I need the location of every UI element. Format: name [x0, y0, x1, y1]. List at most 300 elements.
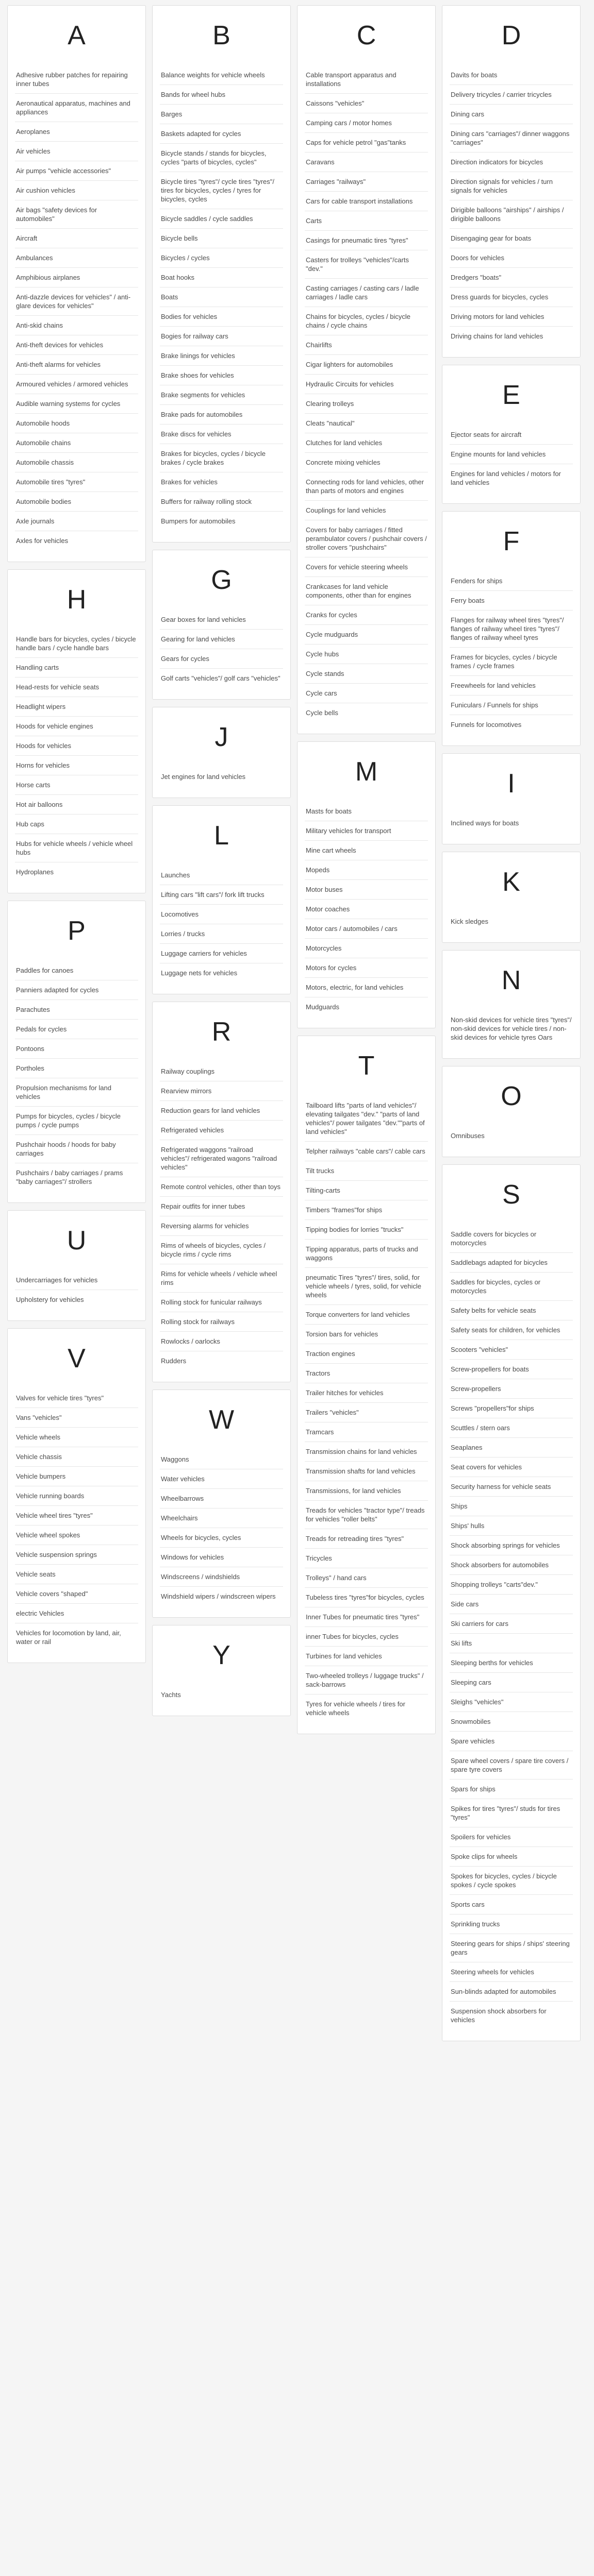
term-item: Ships	[450, 1497, 573, 1516]
term-item: Portholes	[15, 1059, 138, 1078]
column-4	[442, 5, 581, 2041]
term-item: Casters for trolleys "vehicles"/carts "dev."	[305, 250, 428, 279]
term-item: Driving motors for land vehicles	[450, 307, 573, 327]
term-item: Launches	[160, 866, 283, 885]
term-item: Locomotives	[160, 905, 283, 924]
letter-section-a	[7, 5, 146, 562]
term-item: Motorcycles	[305, 939, 428, 958]
term-item: Cycle mudguards	[305, 625, 428, 645]
term-list	[305, 1096, 428, 1722]
term-item: Steering gears for ships / ships' steering gears	[450, 1934, 573, 1962]
term-item: Side cars	[450, 1595, 573, 1614]
term-item: Inclined ways for boats	[451, 819, 519, 827]
term-item: Automobile chains	[15, 433, 138, 453]
term-item: Bumpers for automobiles	[161, 517, 236, 525]
term-item: Funiculars / Funnels for ships	[450, 696, 573, 715]
term-item: Screw-propellers	[450, 1379, 573, 1399]
term-item: Vehicle running boards	[15, 1486, 138, 1506]
term-item: Brake linings for vehicles	[160, 346, 283, 366]
term-item: Freewheels for land vehicles	[450, 676, 573, 696]
term-item: Fenders for ships	[450, 571, 573, 591]
letter-section-w	[152, 1389, 291, 1618]
term-list	[15, 961, 138, 1191]
term-item: Golf carts "vehicles"/ golf cars "vehicles"	[161, 674, 280, 682]
term-item: Bogies for railway cars	[160, 327, 283, 346]
term-item: Pushchairs / baby carriages / prams "baby carriages"/ strollers	[16, 1169, 123, 1185]
term-item: Brake discs for vehicles	[160, 425, 283, 444]
section-letter: F	[503, 527, 520, 556]
term-item: Screws "propellers"for ships	[450, 1399, 573, 1418]
term-item: Engine mounts for land vehicles	[450, 445, 573, 464]
term-item: Cars for cable transport installations	[305, 192, 428, 211]
term-item: Horse carts	[15, 775, 138, 795]
term-item: Automobile tires "tyres"	[15, 472, 138, 492]
term-item: Dredgers "boats"	[450, 268, 573, 287]
term-item: Flanges for railway wheel tires "tyres"/ flanges of railway wheel tires "tyres"/ flanges of railway wheel tyres	[450, 611, 573, 648]
term-item: Trailer hitches for vehicles	[305, 1383, 428, 1403]
term-item: Sleeping berths for vehicles	[450, 1653, 573, 1673]
section-letter: M	[355, 757, 378, 787]
term-item: Undercarriages for vehicles	[15, 1270, 138, 1290]
term-item: Rims of wheels of bicycles, cycles / bicycle rims / cycle rims	[160, 1236, 283, 1264]
term-item: Railway couplings	[160, 1062, 283, 1081]
term-list	[305, 802, 428, 1016]
letter-section-m	[297, 741, 436, 1028]
term-item: Hot air balloons	[15, 795, 138, 815]
term-item: Seat covers for vehicles	[450, 1458, 573, 1477]
term-item: Armoured vehicles / armored vehicles	[15, 375, 138, 394]
term-item: Kick sledges	[451, 918, 488, 925]
letter-section-i	[442, 753, 581, 844]
section-letter: E	[502, 380, 520, 410]
term-item: Axle journals	[15, 512, 138, 531]
term-item: Treads for vehicles "tractor type"/ treads for vehicles "roller belts"	[305, 1501, 428, 1529]
term-item: Refrigerated waggons "railroad vehicles"/ refrigerated wagons "railroad vehicles"	[160, 1140, 283, 1177]
term-list	[160, 65, 283, 531]
term-item: Buffers for railway rolling stock	[160, 492, 283, 512]
term-item: Amphibious airplanes	[15, 268, 138, 287]
section-letter: L	[214, 821, 229, 851]
term-item: Sprinkling trucks	[450, 1914, 573, 1934]
term-item: Cycle bells	[306, 709, 338, 717]
column-1	[7, 5, 146, 1663]
section-letter: H	[67, 585, 87, 615]
letter-section-b	[152, 5, 291, 543]
term-item: Hoods for vehicles	[15, 736, 138, 756]
term-item: Cleats "nautical"	[305, 414, 428, 433]
term-item: Reversing alarms for vehicles	[160, 1216, 283, 1236]
term-item: Ferry boats	[450, 591, 573, 611]
section-letter: K	[502, 867, 520, 897]
section-letter: W	[208, 1405, 235, 1435]
term-item: Luggage carriers for vehicles	[160, 944, 283, 963]
term-item: Air cushion vehicles	[15, 181, 138, 200]
term-item: Casting carriages / casting cars / ladle carriages / ladle cars	[305, 279, 428, 307]
term-item: Turbines for land vehicles	[305, 1647, 428, 1666]
term-list	[450, 1225, 573, 2029]
term-item: Shock absorbing springs for vehicles	[450, 1536, 573, 1555]
term-item: Tipping bodies for lorries "trucks"	[305, 1220, 428, 1240]
column-3	[297, 5, 436, 1734]
term-item: Brakes for vehicles	[160, 472, 283, 492]
term-list	[15, 65, 138, 550]
term-item: Davits for boats	[450, 65, 573, 85]
section-letter: N	[501, 965, 521, 995]
term-item: Boats	[160, 287, 283, 307]
letter-section-r	[152, 1002, 291, 1382]
term-item: Military vehicles for transport	[305, 821, 428, 841]
term-item: Caps for vehicle petrol "gas"tanks	[305, 133, 428, 152]
section-letter: J	[214, 722, 228, 752]
term-item: Brake segments for vehicles	[160, 385, 283, 405]
term-item: Adhesive rubber patches for repairing inner tubes	[15, 65, 138, 94]
term-item: Trailers "vehicles"	[305, 1403, 428, 1422]
term-item: Shock absorbers for automobiles	[450, 1555, 573, 1575]
section-letter: O	[501, 1081, 522, 1111]
term-item: Remote control vehicles, other than toys	[160, 1177, 283, 1197]
term-item: Cranks for cycles	[305, 605, 428, 625]
term-item: Saddles for bicycles, cycles or motorcycles	[450, 1273, 573, 1301]
term-item: Masts for boats	[305, 802, 428, 821]
term-item: Anti-dazzle devices for vehicles" / anti-glare devices for vehicles"	[15, 287, 138, 316]
term-item: Windows for vehicles	[160, 1548, 283, 1567]
term-item: Propulsion mechanisms for land vehicles	[15, 1078, 138, 1107]
term-item: Sleighs "vehicles"	[450, 1692, 573, 1712]
term-list	[450, 912, 573, 931]
term-item: Ships' hulls	[450, 1516, 573, 1536]
section-letter: R	[211, 1017, 232, 1047]
term-item: Brake shoes for vehicles	[160, 366, 283, 385]
term-item: Anti-theft devices for vehicles	[15, 335, 138, 355]
term-item: Driving chains for land vehicles	[451, 332, 543, 340]
term-item: Concrete mixing vehicles	[305, 453, 428, 472]
term-item: Rearview mirrors	[160, 1081, 283, 1101]
term-item: Brake pads for automobiles	[160, 405, 283, 425]
term-item: Tilting-carts	[305, 1181, 428, 1200]
term-item: Rudders	[161, 1357, 187, 1365]
letter-section-y	[152, 1625, 291, 1716]
letter-section-d	[442, 5, 581, 358]
term-item: Inner Tubes for pneumatic tires "tyres"	[305, 1607, 428, 1627]
term-item: Spokes for bicycles, cycles / bicycle spokes / cycle spokes	[450, 1867, 573, 1895]
term-item: Ski lifts	[450, 1634, 573, 1653]
term-item: Hydroplanes	[16, 868, 54, 876]
term-item: Dining cars "carriages"/ dinner waggons "carriages"	[450, 124, 573, 152]
term-item: Water vehicles	[160, 1469, 283, 1489]
term-item: Caissons "vehicles"	[305, 94, 428, 113]
term-item: Spars for ships	[450, 1780, 573, 1799]
term-item: Transmissions, for land vehicles	[305, 1481, 428, 1501]
term-list	[450, 65, 573, 346]
term-item: Non-skid devices for vehicle tires "tyres"/ non-skid devices for vehicle tires / non-skid devices for vehicle tyres Oars	[451, 1016, 572, 1041]
term-list	[160, 610, 283, 688]
term-item: Dress guards for bicycles, cycles	[450, 287, 573, 307]
section-letter: C	[356, 21, 376, 50]
column-2	[152, 5, 291, 1716]
term-item: Hubs for vehicle wheels / vehicle wheel hubs	[15, 834, 138, 862]
term-item: Tipping apparatus, parts of trucks and waggons	[305, 1240, 428, 1268]
term-item: Crankcases for land vehicle components, other than for engines	[305, 577, 428, 605]
term-item: Upholstery for vehicles	[16, 1296, 84, 1303]
term-item: Carts	[305, 211, 428, 231]
term-item: Treads for retreading tires "tyres"	[305, 1529, 428, 1549]
term-item: Panniers adapted for cycles	[15, 980, 138, 1000]
term-item: Motors for cycles	[305, 958, 428, 978]
term-item: Gears for cycles	[160, 649, 283, 669]
term-item: Carriages "railways"	[305, 172, 428, 192]
term-list	[450, 1126, 573, 1145]
term-item: Horns for vehicles	[15, 756, 138, 775]
letter-section-t	[297, 1036, 436, 1734]
term-item: Aeroplanes	[15, 122, 138, 142]
term-item: Pushchair hoods / hoods for baby carriages	[15, 1135, 138, 1163]
term-item: Wheelbarrows	[160, 1489, 283, 1509]
term-item: Bands for wheel hubs	[160, 85, 283, 105]
term-item: Rolling stock for funicular railways	[160, 1293, 283, 1312]
letter-section-k	[442, 852, 581, 943]
term-item: Connecting rods for land vehicles, other than parts of motors and engines	[305, 472, 428, 501]
term-item: Valves for vehicle tires "tyres"	[15, 1388, 138, 1408]
term-item: Automobile bodies	[15, 492, 138, 512]
term-item: Security harness for vehicle seats	[450, 1477, 573, 1497]
term-item: Windshield wipers / windscreen wipers	[161, 1592, 276, 1600]
term-item: Waggons	[160, 1450, 283, 1469]
term-item: Bicycle tires "tyres"/ cycle tires "tyres"/ tires for bicycles, cycles / tyres for bicycles, cycles	[160, 172, 283, 209]
term-item: Telpher railways "cable cars"/ cable cars	[305, 1142, 428, 1161]
term-item: Refrigerated vehicles	[160, 1121, 283, 1140]
term-item: Vehicles for locomotion by land, air, water or rail	[16, 1629, 121, 1646]
letter-section-s	[442, 1164, 581, 2041]
term-item: Vehicle seats	[15, 1565, 138, 1584]
term-item: Rolling stock for railways	[160, 1312, 283, 1332]
term-item: Vehicle suspension springs	[15, 1545, 138, 1565]
term-item: Omnibuses	[451, 1132, 485, 1140]
term-list	[15, 630, 138, 882]
term-item: Aircraft	[15, 229, 138, 248]
term-item: Spare wheel covers / spare tire covers / spare tyre covers	[450, 1751, 573, 1780]
term-item: Lifting cars "lift cars"/ fork lift trucks	[160, 885, 283, 905]
section-letter: P	[68, 916, 86, 946]
term-item: Air bags "safety devices for automobiles"	[15, 200, 138, 229]
term-item: Motor cars / automobiles / cars	[305, 919, 428, 939]
term-list	[160, 866, 283, 982]
term-item: Couplings for land vehicles	[305, 501, 428, 520]
letter-section-p	[7, 901, 146, 1203]
term-item: Spoilers for vehicles	[450, 1827, 573, 1847]
letter-section-n	[442, 950, 581, 1059]
section-letter: U	[67, 1226, 87, 1256]
term-item: Two-wheeled trolleys / luggage trucks" / sack-barrows	[305, 1666, 428, 1694]
term-item: Torque converters for land vehicles	[305, 1305, 428, 1325]
term-item: Vehicle wheels	[15, 1428, 138, 1447]
term-item: Steering wheels for vehicles	[450, 1962, 573, 1982]
term-list	[160, 1062, 283, 1370]
term-item: Handling carts	[15, 658, 138, 677]
term-item: Direction indicators for bicycles	[450, 152, 573, 172]
term-item: Mudguards	[306, 1003, 340, 1011]
term-list	[450, 1010, 573, 1047]
term-item: Transmission shafts for land vehicles	[305, 1462, 428, 1481]
term-item: Trolleys" / hand cars	[305, 1568, 428, 1588]
term-item: Vehicle wheel tires "tyres"	[15, 1506, 138, 1526]
term-item: Safety seats for children, for vehicles	[450, 1320, 573, 1340]
term-item: Vehicle chassis	[15, 1447, 138, 1467]
term-item: Anti-theft alarms for vehicles	[15, 355, 138, 375]
term-item: Spoke clips for wheels	[450, 1847, 573, 1867]
term-list	[15, 1388, 138, 1651]
term-item: Clearing trolleys	[305, 394, 428, 414]
term-item: Scooters "vehicles"	[450, 1340, 573, 1360]
term-item: Pontoons	[15, 1039, 138, 1059]
term-item: Covers for vehicle steering wheels	[305, 557, 428, 577]
term-item: Lorries / trucks	[160, 924, 283, 944]
term-item: Head-rests for vehicle seats	[15, 677, 138, 697]
section-letter: S	[502, 1180, 520, 1210]
term-item: Delivery tricycles / carrier tricycles	[450, 85, 573, 105]
term-item: Axles for vehicles	[16, 537, 69, 545]
term-item: Traction engines	[305, 1344, 428, 1364]
term-item: Windscreens / windshields	[160, 1567, 283, 1587]
term-item: Hydraulic Circuits for vehicles	[305, 375, 428, 394]
term-list	[450, 425, 573, 492]
term-item: Rowlocks / oarlocks	[160, 1332, 283, 1351]
term-item: Pumps for bicycles, cycles / bicycle pumps / cycle pumps	[15, 1107, 138, 1135]
term-item: Ski carriers for cars	[450, 1614, 573, 1634]
term-item: Shopping trolleys "carts"dev."	[450, 1575, 573, 1595]
term-item: Bodies for vehicles	[160, 307, 283, 327]
section-letter: B	[212, 21, 230, 50]
term-item: Sun-blinds adapted for automobiles	[450, 1982, 573, 2002]
section-letter: T	[358, 1051, 375, 1081]
term-item: Ambulances	[15, 248, 138, 268]
term-item: Headlight wipers	[15, 697, 138, 717]
term-item: Camping cars / motor homes	[305, 113, 428, 133]
letter-section-c	[297, 5, 436, 734]
letter-section-e	[442, 365, 581, 504]
term-item: Doors for vehicles	[450, 248, 573, 268]
term-item: Dirigible balloons "airships" / airships / dirigible balloons	[450, 200, 573, 229]
letter-section-h	[7, 569, 146, 893]
term-item: Yachts	[161, 1691, 181, 1699]
term-item: Snowmobiles	[450, 1712, 573, 1732]
letter-section-u	[7, 1210, 146, 1321]
term-item: Gear boxes for land vehicles	[160, 610, 283, 630]
term-item: Brakes for bicycles, cycles / bicycle brakes / cycle brakes	[160, 444, 283, 472]
term-item: Tailboard lifts "parts of land vehicles"/ elevating tailgates "dev." "parts of land vehicles"/ power tailgates "dev.""parts of land vehicles"	[305, 1096, 428, 1142]
section-letter: Y	[212, 1640, 230, 1670]
term-item: Hub caps	[15, 815, 138, 834]
term-item: Automobile hoods	[15, 414, 138, 433]
term-item: Tyres for vehicle wheels / tires for vehicle wheels	[306, 1700, 405, 1717]
term-item: Parachutes	[15, 1000, 138, 1020]
term-item: Sleeping cars	[450, 1673, 573, 1692]
term-item: Saddle covers for bicycles or motorcycles	[450, 1225, 573, 1253]
term-item: Boat hooks	[160, 268, 283, 287]
term-item: Chains for bicycles, cycles / bicycle chains / cycle chains	[305, 307, 428, 335]
term-item: Gearing for land vehicles	[160, 630, 283, 649]
term-item: Wheelchairs	[160, 1509, 283, 1528]
term-list	[450, 571, 573, 734]
term-list	[305, 65, 428, 722]
term-item: Chairlifts	[305, 335, 428, 355]
term-item: Baskets adapted for cycles	[160, 124, 283, 144]
term-item: Motor coaches	[305, 900, 428, 919]
letter-section-v	[7, 1328, 146, 1663]
term-item: Wheels for bicycles, cycles	[160, 1528, 283, 1548]
term-list	[15, 1270, 138, 1309]
term-item: Barges	[160, 105, 283, 124]
term-list	[160, 1685, 283, 1704]
letter-section-l	[152, 805, 291, 994]
term-item: Spare vehicles	[450, 1732, 573, 1751]
term-item: Pedals for cycles	[15, 1020, 138, 1039]
letter-section-g	[152, 550, 291, 700]
term-item: Tilt trucks	[305, 1161, 428, 1181]
term-item: Transmission chains for land vehicles	[305, 1442, 428, 1462]
term-item: Scuttles / stern oars	[450, 1418, 573, 1438]
letter-section-j	[152, 707, 291, 798]
term-item: Motor buses	[305, 880, 428, 900]
term-item: inner Tubes for bicycles, cycles	[305, 1627, 428, 1647]
term-item: Tramcars	[305, 1422, 428, 1442]
section-letter: I	[507, 769, 515, 799]
term-item: Bicycle saddles / cycle saddles	[160, 209, 283, 229]
term-item: Cable transport apparatus and installations	[305, 65, 428, 94]
term-item: Casings for pneumatic tires "tyres"	[305, 231, 428, 250]
term-item: Disengaging gear for boats	[450, 229, 573, 248]
term-item: Anti-skid chains	[15, 316, 138, 335]
term-item: Cigar lighters for automobiles	[305, 355, 428, 375]
letter-section-f	[442, 511, 581, 746]
section-letter: D	[501, 21, 521, 50]
term-item: Bicycle stands / stands for bicycles, cycles "parts of bicycles, cycles"	[160, 144, 283, 172]
term-item: Caravans	[305, 152, 428, 172]
term-item: Motors, electric, for land vehicles	[305, 978, 428, 997]
term-item: Cycle hubs	[305, 645, 428, 664]
term-item: Screw-propellers for boats	[450, 1360, 573, 1379]
term-item: Mine cart wheels	[305, 841, 428, 860]
term-item: Suspension shock absorbers for vehicles	[451, 2007, 547, 2024]
term-item: Frames for bicycles, cycles / bicycle frames / cycle frames	[450, 648, 573, 676]
section-letter: G	[211, 565, 232, 595]
term-item: Timbers "frames"for ships	[305, 1200, 428, 1220]
term-item: Funnels for locomotives	[451, 721, 522, 728]
term-item: Torsion bars for vehicles	[305, 1325, 428, 1344]
term-item: Repair outfits for inner tubes	[160, 1197, 283, 1216]
term-item: Vehicle bumpers	[15, 1467, 138, 1486]
term-item: Vehicle wheel spokes	[15, 1526, 138, 1545]
letter-section-o	[442, 1066, 581, 1157]
term-item: Tractors	[305, 1364, 428, 1383]
term-item: Rims for vehicle wheels / vehicle wheel rims	[160, 1264, 283, 1293]
term-item: Luggage nets for vehicles	[161, 969, 238, 977]
term-list	[450, 814, 573, 833]
term-item: Cycle cars	[305, 684, 428, 703]
section-letter: A	[68, 21, 86, 50]
term-list	[160, 767, 283, 786]
term-item: Engines for land vehicles / motors for land vehicles	[451, 470, 561, 486]
term-item: Tricycles	[305, 1549, 428, 1568]
term-item: Reduction gears for land vehicles	[160, 1101, 283, 1121]
term-item: Seaplanes	[450, 1438, 573, 1458]
term-item: Sports cars	[450, 1895, 573, 1914]
term-item: Bicycle bells	[160, 229, 283, 248]
term-list	[160, 1450, 283, 1606]
term-item: Safety belts for vehicle seats	[450, 1301, 573, 1320]
term-item: Direction signals for vehicles / turn signals for vehicles	[450, 172, 573, 200]
term-item: pneumatic Tires "tyres"/ tires, solid, for vehicle wheels / tyres, solid, for vehicle wheels	[305, 1268, 428, 1305]
term-item: Saddlebags adapted for bicycles	[450, 1253, 573, 1273]
